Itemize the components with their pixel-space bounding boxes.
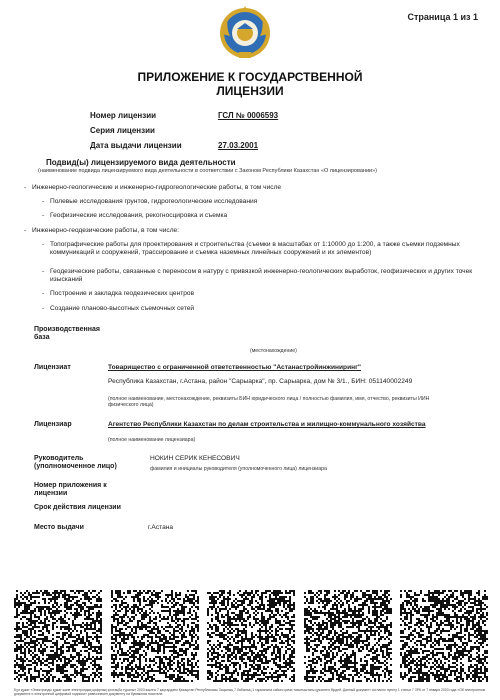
licensor-name: Агентство Республики Казахстан по делам строительства и жилищно-коммунального хозяйства <box>108 421 426 428</box>
activity-item: Топографические работы для проектирования и строительства (съемки в масштабах от 1:10000 до 1:200, а также съемки подземных коммуникаций и сооружений, трассирование и съемка наземных линейных сооружений и их элементов) <box>50 241 460 256</box>
license-date-label: Дата выдачи лицензии <box>90 141 182 150</box>
activity-group-1: Инженерно-геологические и инженерно-гидрогеологические работы, в том числе <box>32 184 282 191</box>
license-date-value: 27.03.2001 <box>218 141 259 150</box>
license-number-label: Номер лицензии <box>90 111 157 120</box>
subtype-note: (наименование подвида лицензируемого вида деятельности в соответствии с Законом Республики Казахстан «О лицензировании») <box>38 168 377 174</box>
bullet-item: - <box>42 212 45 219</box>
page-number: Страница 1 из 1 <box>407 12 478 22</box>
bullet-group-1: - <box>24 184 27 191</box>
activity-item: Геодезические работы, связанные с переносом в натуру с привязкой инженерно-геологических выработок, геофизических и других точек изысканий <box>50 268 473 283</box>
license-series-label: Серия лицензии <box>90 126 155 135</box>
licensee-label: Лицензиат <box>34 364 71 371</box>
state-emblem-icon <box>218 4 272 60</box>
head-name: НОКИН СЕРИК КЕНЕСОВИЧ <box>150 455 240 462</box>
production-base-label: Производственная база <box>34 326 100 341</box>
validity-label: Срок действия лицензии <box>34 504 121 511</box>
title-line-2: ЛИЦЕНЗИИ <box>216 84 284 98</box>
licensor-label: Лицензиар <box>34 421 72 428</box>
activity-item: Геофизические исследования, рекогносцировка и съемка <box>50 212 228 219</box>
activity-item: Полевые исследования грунтов, гидрогеологические исследования <box>50 198 258 205</box>
qr-code-icon <box>14 590 102 682</box>
qr-code-row <box>14 590 488 684</box>
bullet-item: - <box>42 198 45 205</box>
place-label: Место выдачи <box>34 524 84 531</box>
head-label: Руководитель (уполномоченное лицо) <box>34 455 117 470</box>
legal-footer: Бұл құжат «Электронды құжат және электрондық цифрлық қолтаңба туралы» 2003 жылғы 7 қаңтардағы Қазақстан Республикасы Заңының 7 бабының 1 тармағына сәйкес қағаз тасығыштағы құжатпен бірдей. Данный документ согласно пункту 1 статьи 7 ЗРК от 7 января 2003 года «Об электронном документе и электронной цифровой подписи» равнозначен документу на бумажном носителе. <box>14 688 486 696</box>
activity-item: Создание планово-высотных съемочных сетей <box>50 305 195 312</box>
title-line-1: ПРИЛОЖЕНИЕ К ГОСУДАРСТВЕННОЙ <box>137 70 363 84</box>
head-note: фамилия и инициалы руководителя (уполномоченного лица) лицензиара <box>150 466 327 472</box>
bullet-item: - <box>42 305 45 312</box>
bullet-item: - <box>42 241 45 248</box>
qr-code-icon <box>111 590 199 682</box>
bullet-group-2: - <box>24 227 27 234</box>
qr-code-icon <box>207 590 295 682</box>
licensee-address: Республика Казахстан, г.Астана, район "Сарыарка", пр. Сарыарка, дом № 3/1., БИН: 051140002249 <box>108 378 413 385</box>
document-title <box>0 70 500 98</box>
annex-number-label: Номер приложения к лицензии <box>34 482 107 497</box>
place-value: г.Астана <box>148 524 174 531</box>
subtype-title: Подвид(ы) лицензируемого вида деятельности <box>46 158 236 167</box>
qr-code-icon <box>304 590 392 682</box>
bullet-item: - <box>42 290 45 297</box>
activity-group-2: Инженерно-геодезические работы, в том числе: <box>32 227 180 234</box>
licensor-note: (полное наименование лицензиара) <box>108 437 196 443</box>
license-number-value: ГСЛ № 0006593 <box>218 111 279 120</box>
licensee-note: (полное наименование, местонахождение, реквизиты БИН юридического лица / полностью фамилия, имя, отчество, реквизиты ИИН физического лица) <box>108 396 430 409</box>
location-note: (местонахождение) <box>250 348 297 354</box>
qr-code-icon <box>400 590 488 682</box>
activity-item: Построение и закладка геодезических центров <box>50 290 195 297</box>
licensee-name: Товарищество с ограниченной ответственностью "Астанастройинжиниринг" <box>108 364 361 371</box>
bullet-item: - <box>42 268 45 275</box>
